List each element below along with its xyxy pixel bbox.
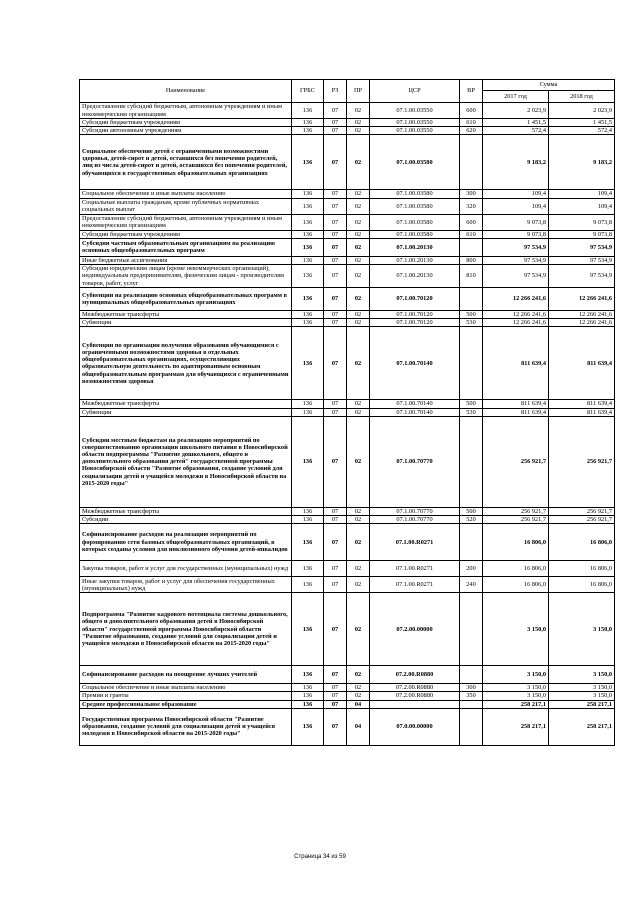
cell-pr: 02: [347, 684, 370, 692]
cell-pr: 02: [347, 265, 370, 288]
cell-name: Субвенции на реализацию основных общеобразовательных программ в муниципальных общеобразовательных организациях: [80, 288, 292, 311]
cell-grbs: 136: [292, 119, 324, 127]
cell-v2017: 811 639,4: [483, 408, 549, 416]
table-row: [80, 516, 615, 524]
budget-table: [79, 79, 615, 746]
cell-grbs: 136: [292, 190, 324, 198]
table-row: [80, 311, 615, 319]
cell-csr: 07.1.00.20130: [370, 238, 460, 256]
col-header-pr: ПР: [347, 80, 370, 103]
cell-v2018: 16 806,0: [549, 524, 615, 561]
cell-v2018: 16 806,0: [549, 561, 615, 577]
cell-rz: 07: [324, 135, 347, 190]
cell-csr: 07.1.00.R0271: [370, 524, 460, 561]
cell-rz: 07: [324, 288, 347, 311]
cell-v2017: 16 806,0: [483, 577, 549, 593]
table-row: [80, 408, 615, 416]
cell-pr: 02: [347, 127, 370, 135]
cell-grbs: 136: [292, 516, 324, 524]
cell-grbs: 136: [292, 103, 324, 119]
cell-v2017: 1 451,5: [483, 119, 549, 127]
table-row: [80, 230, 615, 238]
table-row: [80, 593, 615, 666]
cell-name: Субвенции по организации получения образования обучающимися с ограниченными возможностями здоровья в отдельных общеобразовательных организациях, осуществляющих образовательную деятельность по адаптированным основным общеобразовательным программам для обучающихся с ограниченными возможностями здоровья: [80, 327, 292, 400]
cell-vr: [460, 135, 483, 190]
cell-v2018: 12 266 241,6: [549, 319, 615, 327]
cell-name: Межбюджетные трансферты: [80, 400, 292, 408]
cell-pr: 02: [347, 190, 370, 198]
cell-v2018: 258 217,1: [549, 708, 615, 745]
cell-vr: 500: [460, 400, 483, 408]
cell-name: Субсидии частным образовательным организациям на реализацию основных общеобразовательных программ: [80, 238, 292, 256]
cell-rz: 07: [324, 507, 347, 515]
cell-pr: 02: [347, 408, 370, 416]
cell-rz: 07: [324, 524, 347, 561]
col-header-sum: Сумма: [483, 80, 615, 91]
cell-name: Софинансирование расходов на реализацию мероприятий по формированию сети базовых общеобразовательных организаций, в которых созданы условия для инклюзивного обучения детей-инвалидов: [80, 524, 292, 561]
cell-v2018: 16 806,0: [549, 577, 615, 593]
cell-vr: 530: [460, 408, 483, 416]
cell-name: Субсидии автономным учреждениям: [80, 127, 292, 135]
cell-vr: 620: [460, 127, 483, 135]
cell-v2017: 12 266 241,6: [483, 319, 549, 327]
cell-rz: 07: [324, 198, 347, 214]
cell-vr: [460, 666, 483, 684]
cell-v2017: 16 806,0: [483, 524, 549, 561]
cell-vr: 240: [460, 577, 483, 593]
cell-csr: 07.2.00.R0880: [370, 684, 460, 692]
cell-grbs: 136: [292, 127, 324, 135]
cell-grbs: 136: [292, 416, 324, 507]
cell-name: Закупка товаров, работ и услуг для государственных (муниципальных) нужд: [80, 561, 292, 577]
cell-csr: 07.1.00.70770: [370, 507, 460, 515]
cell-csr: 07.1.00.20130: [370, 265, 460, 288]
table-row: [80, 692, 615, 700]
table-row: [80, 119, 615, 127]
cell-vr: [460, 288, 483, 311]
cell-vr: 520: [460, 516, 483, 524]
cell-vr: 610: [460, 230, 483, 238]
table-row: [80, 214, 615, 230]
cell-vr: 300: [460, 684, 483, 692]
cell-rz: 07: [324, 516, 347, 524]
table-row: [80, 198, 615, 214]
table-row: [80, 700, 615, 708]
budget-table-page: [79, 79, 614, 746]
table-row: [80, 256, 615, 264]
cell-rz: 07: [324, 666, 347, 684]
cell-pr: 02: [347, 507, 370, 515]
cell-v2017: 811 639,4: [483, 327, 549, 400]
cell-rz: 07: [324, 103, 347, 119]
cell-vr: [460, 416, 483, 507]
cell-csr: 07.1.00.R0271: [370, 577, 460, 593]
cell-v2018: 811 639,4: [549, 327, 615, 400]
cell-pr: 04: [347, 708, 370, 745]
cell-csr: 07.1.00.03580: [370, 198, 460, 214]
cell-rz: 07: [324, 577, 347, 593]
cell-v2017: 256 921,7: [483, 516, 549, 524]
col-header-grbs: ГРБС: [292, 80, 324, 103]
cell-csr: 07.1.00.70120: [370, 319, 460, 327]
cell-v2018: 12 266 241,6: [549, 288, 615, 311]
cell-pr: 02: [347, 103, 370, 119]
cell-v2018: 3 150,0: [549, 666, 615, 684]
table-row: [80, 288, 615, 311]
cell-rz: 07: [324, 238, 347, 256]
cell-v2018: 97 534,9: [549, 238, 615, 256]
cell-pr: 02: [347, 524, 370, 561]
cell-name: Межбюджетные трансферты: [80, 507, 292, 515]
cell-grbs: 136: [292, 311, 324, 319]
cell-vr: 600: [460, 103, 483, 119]
cell-csr: [370, 700, 460, 708]
cell-v2017: 9 073,8: [483, 214, 549, 230]
col-header-vr: ВР: [460, 80, 483, 103]
cell-rz: 07: [324, 692, 347, 700]
cell-v2017: 258 217,1: [483, 700, 549, 708]
cell-grbs: 136: [292, 708, 324, 745]
cell-v2017: 3 150,0: [483, 593, 549, 666]
cell-vr: 320: [460, 198, 483, 214]
cell-name: Среднее профессиональное образование: [80, 700, 292, 708]
cell-pr: 02: [347, 400, 370, 408]
cell-v2017: 109,4: [483, 190, 549, 198]
cell-name: Субвенции: [80, 319, 292, 327]
cell-v2018: 811 639,4: [549, 400, 615, 408]
cell-pr: 02: [347, 288, 370, 311]
cell-name: Социальные выплаты гражданам, кроме публичных нормативных социальных выплат: [80, 198, 292, 214]
cell-v2018: 3 150,0: [549, 684, 615, 692]
page-footer: Страница 34 из 59: [294, 854, 346, 860]
table-row: [80, 684, 615, 692]
table-row: [80, 507, 615, 515]
cell-name: Субсидии: [80, 516, 292, 524]
cell-grbs: 136: [292, 327, 324, 400]
cell-v2017: 109,4: [483, 198, 549, 214]
cell-vr: 800: [460, 256, 483, 264]
cell-rz: 07: [324, 708, 347, 745]
cell-rz: 07: [324, 119, 347, 127]
cell-vr: [460, 327, 483, 400]
table-row: [80, 190, 615, 198]
cell-csr: 07.2.00.R0880: [370, 692, 460, 700]
cell-pr: 02: [347, 666, 370, 684]
cell-csr: 07.1.00.03550: [370, 127, 460, 135]
cell-vr: 300: [460, 190, 483, 198]
cell-v2018: 9 073,8: [549, 230, 615, 238]
cell-pr: 02: [347, 561, 370, 577]
cell-name: Предоставление субсидий бюджетным, автономным учреждениям и иным некоммерческим организациям: [80, 214, 292, 230]
cell-grbs: 136: [292, 400, 324, 408]
cell-grbs: 136: [292, 684, 324, 692]
cell-grbs: 136: [292, 319, 324, 327]
cell-csr: 07.1.00.70140: [370, 327, 460, 400]
table-row: [80, 561, 615, 577]
cell-rz: 07: [324, 416, 347, 507]
cell-v2018: 2 023,9: [549, 103, 615, 119]
cell-rz: 07: [324, 327, 347, 400]
cell-pr: 02: [347, 238, 370, 256]
cell-pr: 02: [347, 319, 370, 327]
cell-grbs: 136: [292, 198, 324, 214]
cell-rz: 07: [324, 593, 347, 666]
table-row: [80, 416, 615, 507]
cell-rz: 07: [324, 561, 347, 577]
table-row: [80, 103, 615, 119]
cell-v2017: 9 073,8: [483, 230, 549, 238]
cell-name: Субсидии местным бюджетам на реализацию мероприятий по совершенствованию организации школьного питания в Новосибирской области подпрограммы "Развитие дошкольного, общего и дополнительного образования детей" государственной программы Новосибирской области "Развитие образования, создание условий для социализации детей и учащейся молодежи в Новосибирской области на 2015-2020 годы": [80, 416, 292, 507]
cell-name: Премии и гранты: [80, 692, 292, 700]
cell-name: Субсидии юридическим лицам (кроме некоммерческих организаций), индивидуальным предпринимателям, физическим лицам - производителям товаров, работ, услуг: [80, 265, 292, 288]
cell-csr: 07.1.00.20130: [370, 256, 460, 264]
table-row: [80, 577, 615, 593]
table-row: [80, 319, 615, 327]
cell-v2017: 3 150,0: [483, 692, 549, 700]
cell-v2017: 572,4: [483, 127, 549, 135]
cell-v2017: 2 023,9: [483, 103, 549, 119]
cell-csr: 07.1.00.03580: [370, 214, 460, 230]
cell-v2018: 109,4: [549, 198, 615, 214]
cell-v2018: 97 534,9: [549, 265, 615, 288]
cell-csr: 07.1.00.70770: [370, 516, 460, 524]
cell-vr: 810: [460, 265, 483, 288]
table-row: [80, 400, 615, 408]
cell-pr: 02: [347, 230, 370, 238]
col-header-csr: ЦСР: [370, 80, 460, 103]
cell-v2018: 97 534,9: [549, 256, 615, 264]
cell-v2017: 3 150,0: [483, 684, 549, 692]
cell-vr: 530: [460, 319, 483, 327]
cell-grbs: 136: [292, 577, 324, 593]
cell-v2018: 256 921,7: [549, 507, 615, 515]
cell-rz: 07: [324, 214, 347, 230]
cell-name: Подпрограмма "Развитие кадрового потенциала системы дошкольного, общего и дополнительного образования детей в Новосибирской области" государственной программы Новосибирской области "Развитие образования, создание условий для социализации детей и учащейся молодежи в Новосибирской области на 2015-2020 годы": [80, 593, 292, 666]
table-row: [80, 265, 615, 288]
cell-csr: 07.1.00.70140: [370, 408, 460, 416]
cell-v2018: 1 451,5: [549, 119, 615, 127]
cell-name: Социальное обеспечение и иные выплаты населению: [80, 684, 292, 692]
cell-rz: 07: [324, 700, 347, 708]
cell-pr: 02: [347, 311, 370, 319]
cell-grbs: 136: [292, 265, 324, 288]
cell-grbs: 136: [292, 666, 324, 684]
cell-csr: 07.1.00.70770: [370, 416, 460, 507]
cell-rz: 07: [324, 265, 347, 288]
table-row: [80, 127, 615, 135]
cell-v2017: 811 639,4: [483, 400, 549, 408]
cell-v2017: 3 150,0: [483, 666, 549, 684]
cell-v2017: 12 266 241,6: [483, 311, 549, 319]
cell-csr: 07.1.00.03580: [370, 190, 460, 198]
cell-csr: 07.1.00.R0271: [370, 561, 460, 577]
cell-name: Социальное обеспечение и иные выплаты населению: [80, 190, 292, 198]
cell-vr: 600: [460, 214, 483, 230]
cell-name: Межбюджетные трансферты: [80, 311, 292, 319]
cell-grbs: 136: [292, 135, 324, 190]
cell-pr: 02: [347, 214, 370, 230]
table-row: [80, 327, 615, 400]
cell-vr: 500: [460, 311, 483, 319]
cell-v2017: 97 534,9: [483, 256, 549, 264]
col-header-2018: 2018 год: [549, 91, 615, 103]
cell-v2018: 12 266 241,6: [549, 311, 615, 319]
cell-v2017: 258 217,1: [483, 708, 549, 745]
cell-name: Субвенции: [80, 408, 292, 416]
table-row: [80, 135, 615, 190]
cell-grbs: 136: [292, 230, 324, 238]
cell-grbs: 136: [292, 593, 324, 666]
cell-name: Государственная программа Новосибирской области "Развитие образования, создание условий для социализации детей и учащейся молодежи в Новосибирской области на 2015-2020 годы": [80, 708, 292, 745]
cell-grbs: 136: [292, 507, 324, 515]
cell-v2018: 256 921,7: [549, 516, 615, 524]
col-header-2017: 2017 год: [483, 91, 549, 103]
table-row: [80, 666, 615, 684]
cell-pr: 04: [347, 700, 370, 708]
cell-v2018: 256 921,7: [549, 416, 615, 507]
cell-grbs: 136: [292, 692, 324, 700]
col-header-rz: РЗ: [324, 80, 347, 103]
cell-rz: 07: [324, 408, 347, 416]
cell-csr: 07.1.00.03550: [370, 103, 460, 119]
cell-grbs: 136: [292, 700, 324, 708]
cell-name: Субсидии бюджетным учреждениям: [80, 119, 292, 127]
cell-pr: 02: [347, 692, 370, 700]
cell-pr: 02: [347, 593, 370, 666]
cell-v2018: 811 639,4: [549, 408, 615, 416]
cell-v2018: 109,4: [549, 190, 615, 198]
cell-v2017: 256 921,7: [483, 507, 549, 515]
cell-rz: 07: [324, 319, 347, 327]
cell-v2017: 16 806,0: [483, 561, 549, 577]
cell-v2018: 258 217,1: [549, 700, 615, 708]
cell-vr: 610: [460, 119, 483, 127]
cell-csr: 07.1.00.03550: [370, 119, 460, 127]
cell-v2017: 256 921,7: [483, 416, 549, 507]
cell-pr: 02: [347, 416, 370, 507]
cell-rz: 07: [324, 230, 347, 238]
cell-rz: 07: [324, 190, 347, 198]
table-row: [80, 524, 615, 561]
cell-grbs: 136: [292, 524, 324, 561]
cell-rz: 07: [324, 256, 347, 264]
cell-csr: 07.2.00.00000: [370, 593, 460, 666]
cell-vr: [460, 238, 483, 256]
col-header-name: Наименование: [80, 80, 292, 103]
cell-vr: 350: [460, 692, 483, 700]
cell-name: Иные закупки товаров, работ и услуг для обеспечения государственных (муниципальных) нужд: [80, 577, 292, 593]
cell-rz: 07: [324, 311, 347, 319]
cell-csr: 07.1.00.03580: [370, 135, 460, 190]
table-body: [80, 103, 615, 746]
cell-csr: 07.1.00.70140: [370, 400, 460, 408]
cell-v2017: 97 534,9: [483, 238, 549, 256]
cell-vr: 500: [460, 507, 483, 515]
cell-csr: 07.2.00.R0880: [370, 666, 460, 684]
cell-pr: 02: [347, 327, 370, 400]
cell-csr: 07.1.00.70120: [370, 288, 460, 311]
cell-v2017: 97 534,9: [483, 265, 549, 288]
cell-v2017: 12 266 241,6: [483, 288, 549, 311]
cell-v2018: 9 073,8: [549, 214, 615, 230]
cell-name: Иные бюджетные ассигнования: [80, 256, 292, 264]
table-row: [80, 708, 615, 745]
cell-pr: 02: [347, 119, 370, 127]
cell-v2018: 9 183,2: [549, 135, 615, 190]
cell-rz: 07: [324, 400, 347, 408]
cell-grbs: 136: [292, 256, 324, 264]
cell-vr: [460, 593, 483, 666]
cell-pr: 02: [347, 256, 370, 264]
cell-v2018: 3 150,0: [549, 692, 615, 700]
cell-name: Софинансирование расходов на поощрение лучших учителей: [80, 666, 292, 684]
cell-name: Субсидии бюджетным учреждениям: [80, 230, 292, 238]
cell-v2018: 572,4: [549, 127, 615, 135]
cell-rz: 07: [324, 127, 347, 135]
cell-pr: 02: [347, 135, 370, 190]
cell-vr: 200: [460, 561, 483, 577]
cell-grbs: 136: [292, 238, 324, 256]
cell-v2017: 9 183,2: [483, 135, 549, 190]
cell-grbs: 136: [292, 561, 324, 577]
cell-grbs: 136: [292, 214, 324, 230]
table-row: [80, 238, 615, 256]
cell-vr: [460, 524, 483, 561]
cell-vr: [460, 708, 483, 745]
cell-pr: 02: [347, 516, 370, 524]
cell-csr: 07.1.00.70120: [370, 311, 460, 319]
cell-name: Социальное обеспечение детей с ограниченными возможностями здоровья, детей-сирот и детей, оставшихся без попечения родителей, лиц из числа детей-сирот и детей, оставшихся без попечения родителей, обучающихся в государственных образовательных организациях: [80, 135, 292, 190]
cell-pr: 02: [347, 577, 370, 593]
cell-vr: [460, 700, 483, 708]
cell-csr: 07.1.00.03580: [370, 230, 460, 238]
cell-rz: 07: [324, 684, 347, 692]
cell-grbs: 136: [292, 408, 324, 416]
cell-csr: 07.0.00.00000: [370, 708, 460, 745]
cell-grbs: 136: [292, 288, 324, 311]
cell-name: Предоставление субсидий бюджетным, автономным учреждениям и иным некоммерческим организациям: [80, 103, 292, 119]
cell-v2018: 3 150,0: [549, 593, 615, 666]
cell-pr: 02: [347, 198, 370, 214]
